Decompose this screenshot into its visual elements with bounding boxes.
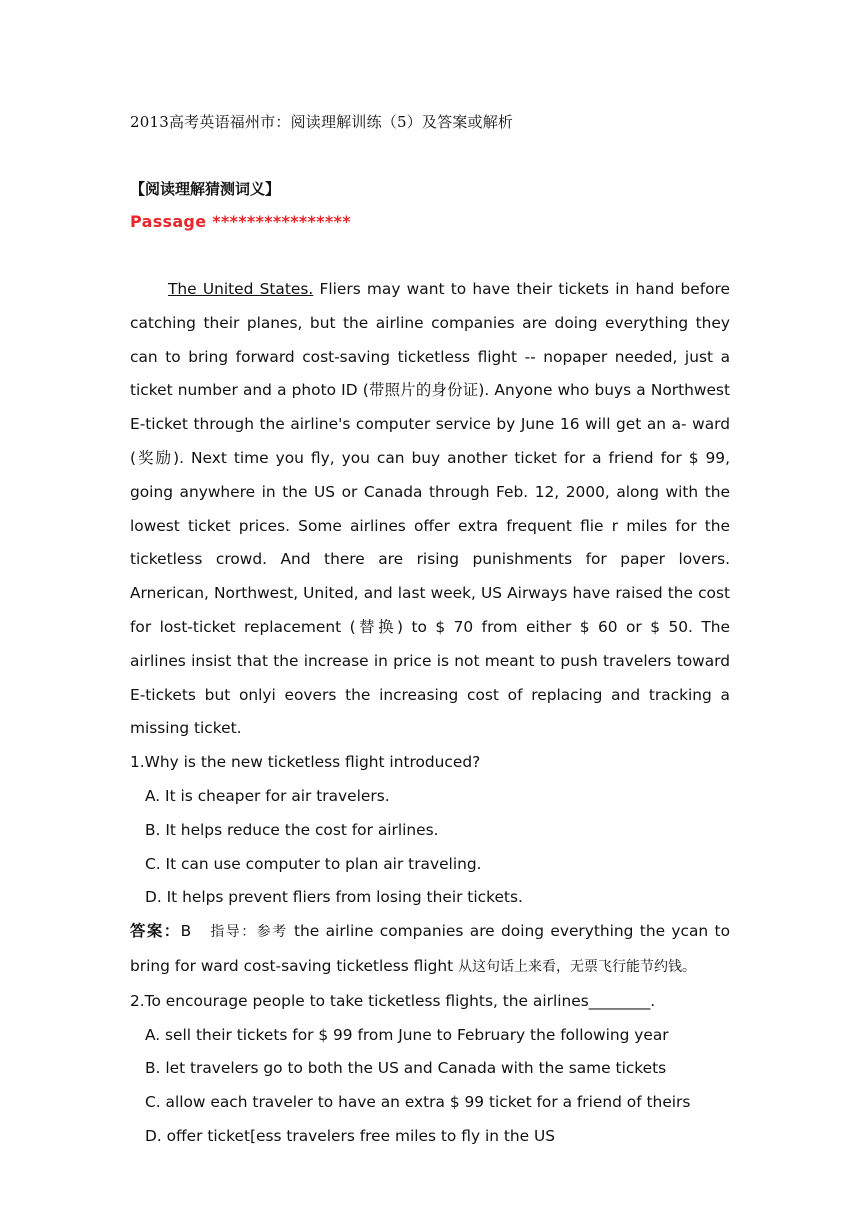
question-2-option-b: B. let travelers go to both the US and Canada with the same tickets <box>145 1059 667 1078</box>
section-heading: 【阅读理解猜测词义】 <box>130 180 281 198</box>
question-1-stem: 1.Why is the new ticketless flight introduced? <box>130 753 481 772</box>
question-1-option-b: B. It helps reduce the cost for airlines. <box>145 820 439 839</box>
question-1-answer <box>130 915 730 985</box>
answer-label: 答案： <box>130 922 181 941</box>
passage-text: Fliers may want to have their tickets in hand before catching their planes, but the airline companies are doing everything they can to bring forward cost-saving ticketless flight -- nopaper needed, just a ticket number and a photo ID (带照片的身份证). Anyone who buys a Northwest E-ticket through the airline's computer service by June 16 will get an a- ward (奖励). Next time you fly, you can buy another ticket for a friend for $ 99, going anywhere in the US or Canada through Feb. 12, 2000, along with the lowest ticket prices. Some airlines offer extra frequent flie r miles for the ticketless crowd. And there are rising punishments for paper lovers. Arnerican, Northwest, United, and last week, US Airways have raised the cost for lost-ticket replacement (替换) to $ 70 from either $ 60 or $ 50. The airlines insist that the increase in price is not meant to push travelers toward E-tickets but onlyi eovers the increasing cost of replacing and tracking a missing ticket. <box>130 280 730 738</box>
guide-english: the airline companies are doing everything the ycan to bring for ward cost-saving ticketless flight <box>130 922 730 975</box>
question-1-option-d: D. It helps prevent fliers from losing their tickets. <box>145 888 523 907</box>
document-body <box>130 273 730 1154</box>
question-2-option-a: A. sell their tickets for $ 99 from June to February the following year <box>145 1025 669 1044</box>
answer-value: B <box>180 922 192 941</box>
question-2-stem: 2.To encourage people to take ticketless flights, the airlines________. <box>130 991 656 1010</box>
guide-label: 指导：参考 <box>210 924 288 941</box>
guide-chinese: 从这句话上来看，无票飞行能节约钱。 <box>458 958 697 975</box>
passage-paragraph <box>130 273 730 746</box>
passage-underlined-lead: The United States. <box>168 280 314 298</box>
question-2-option-d: D. offer ticket[ess travelers free miles to fly in the US <box>145 1126 556 1145</box>
document-title: 2013高考英语福州市：阅读理解训练（5）及答案或解析 <box>130 113 514 131</box>
question-2-option-c: C. allow each traveler to have an extra $ 99 ticket for a friend of theirs <box>145 1093 691 1112</box>
passage-heading: Passage **************** <box>130 212 351 231</box>
question-1-option-a: A. It is cheaper for air travelers. <box>145 786 390 805</box>
question-1-option-c: C. It can use computer to plan air traveling. <box>145 854 482 873</box>
